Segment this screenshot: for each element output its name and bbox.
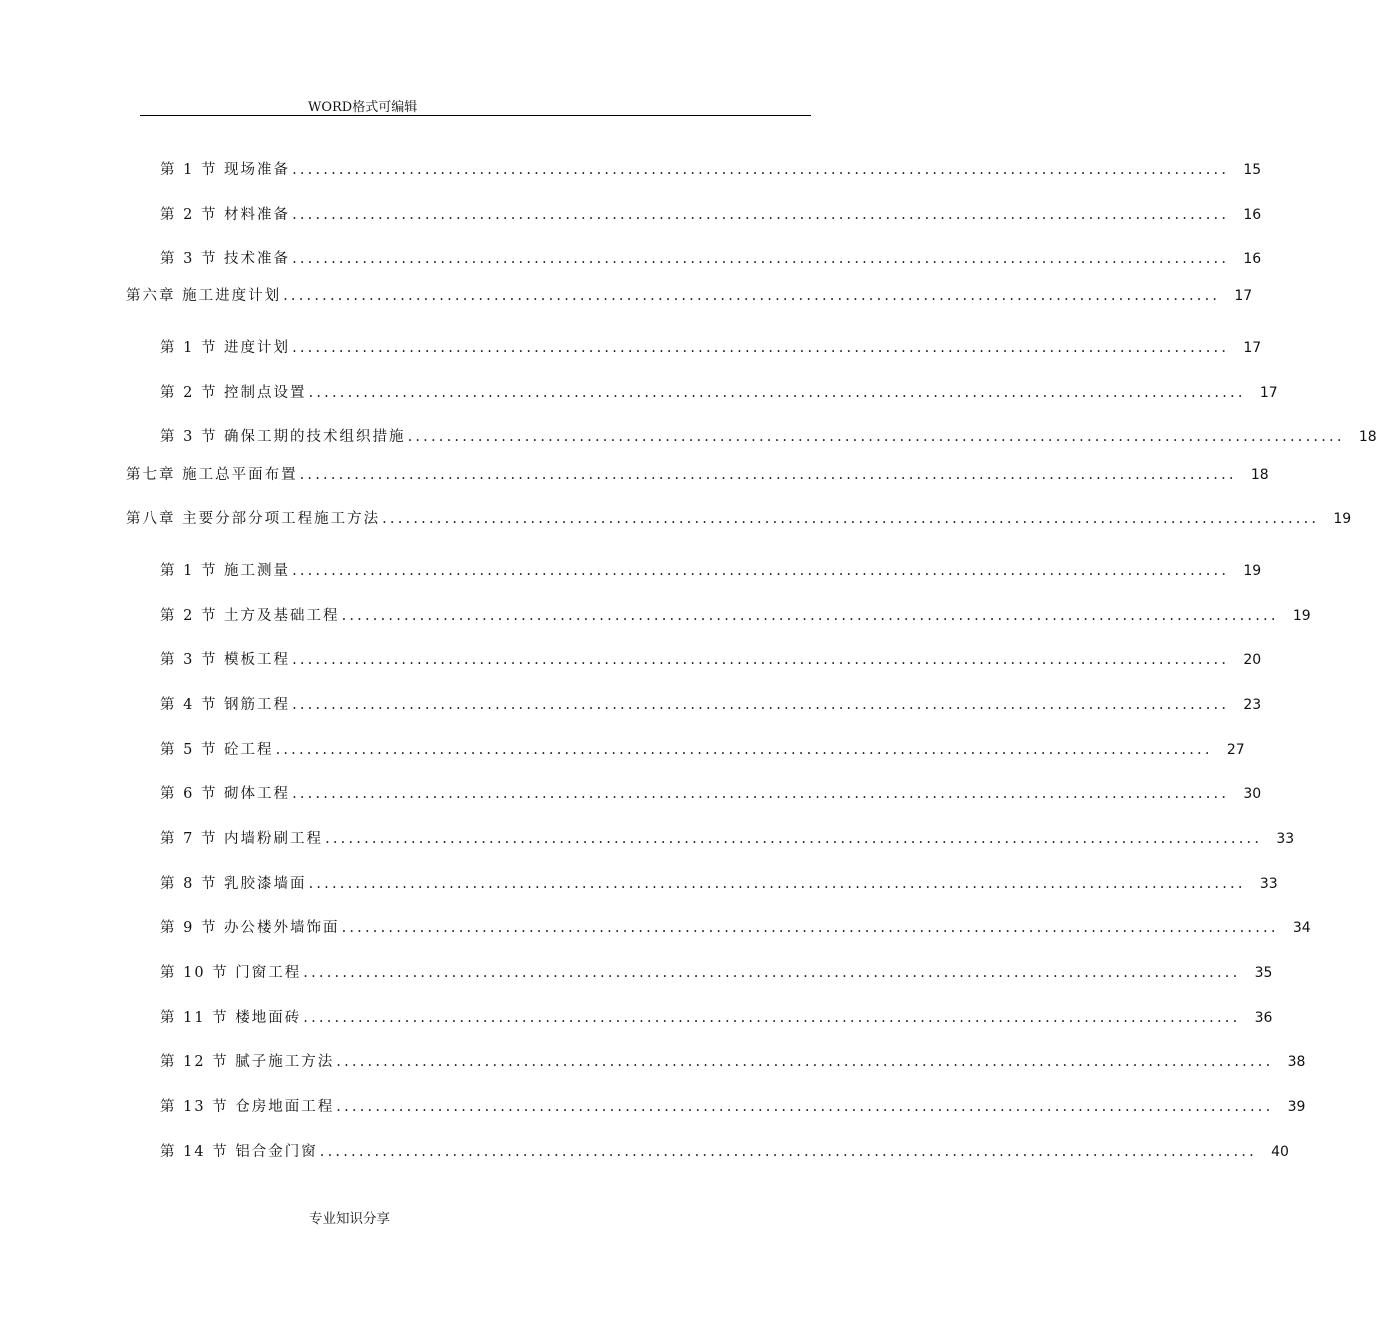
toc-entry-label: 第六章 施工进度计划	[126, 288, 282, 304]
toc-page-number: 17	[1243, 340, 1262, 356]
toc-page-number: 20	[1243, 652, 1262, 668]
toc-dot-leader: ........................................................................................................................	[336, 1054, 1274, 1070]
toc-entry[interactable]	[160, 873, 1278, 895]
toc-entry[interactable]	[160, 382, 1278, 404]
toc-entry[interactable]	[160, 337, 1262, 359]
toc-dot-leader: ........................................................................................................................	[308, 385, 1246, 401]
toc-entry[interactable]	[160, 1096, 1306, 1118]
toc-entry[interactable]	[160, 1141, 1289, 1163]
toc-page-number: 23	[1243, 697, 1262, 713]
toc-page-number: 19	[1333, 511, 1352, 527]
toc-page-number: 40	[1271, 1144, 1289, 1160]
toc-entry-label: 第 3 节 模板工程	[160, 652, 291, 668]
toc-entry-label: 第 5 节 砼工程	[160, 742, 274, 758]
toc-entry-label: 第 2 节 材料准备	[160, 207, 291, 223]
toc-entry-label: 第 3 节 确保工期的技术组织措施	[160, 429, 406, 445]
toc-entry[interactable]	[160, 828, 1295, 850]
toc-dot-leader: ........................................................................................................................	[292, 251, 1230, 267]
toc-dot-leader: ........................................................................................................................	[336, 1099, 1274, 1115]
toc-page-number: 18	[1250, 467, 1269, 483]
toc-entry[interactable]	[160, 694, 1262, 716]
toc-entry-label: 第七章 施工总平面布置	[126, 467, 298, 483]
toc-dot-leader: ........................................................................................................................	[292, 207, 1230, 223]
toc-entry-label: 第 1 节 现场准备	[160, 162, 291, 178]
toc-dot-leader: ........................................................................................................................	[292, 162, 1230, 178]
toc-dot-leader: ........................................................................................................................	[341, 920, 1279, 936]
toc-dot-leader: ........................................................................................................................	[283, 288, 1221, 304]
toc-entry-label: 第 2 节 控制点设置	[160, 385, 307, 401]
page-footer: 专业知识分享	[309, 1211, 390, 1227]
toc-entry[interactable]	[160, 739, 1245, 761]
toc-page-number: 17	[1259, 385, 1278, 401]
toc-dot-leader: ........................................................................................................................	[292, 697, 1230, 713]
toc-page-number: 33	[1259, 876, 1278, 892]
toc-dot-leader: ........................................................................................................................	[292, 786, 1230, 802]
toc-entry[interactable]	[160, 248, 1262, 270]
toc-entry[interactable]	[160, 605, 1311, 627]
header-title: WORD格式可编辑	[308, 100, 418, 115]
toc-entry-label: 第 3 节 技术准备	[160, 251, 291, 267]
toc-entry-label: 第 4 节 钢筋工程	[160, 697, 291, 713]
toc-entry[interactable]	[126, 285, 1253, 307]
toc-dot-leader: ........................................................................................................................	[341, 608, 1279, 624]
toc-page-number: 36	[1254, 1010, 1273, 1026]
toc-page-number: 17	[1234, 288, 1253, 304]
toc-entry-label: 第 2 节 土方及基础工程	[160, 608, 340, 624]
toc-entry[interactable]	[160, 204, 1262, 226]
toc-dot-leader: ........................................................................................................................	[319, 1144, 1257, 1160]
toc-entry-label: 第 1 节 施工测量	[160, 563, 291, 579]
toc-dot-leader: ........................................................................................................................	[303, 1010, 1241, 1026]
toc-page-number: 18	[1358, 429, 1377, 445]
toc-page-number: 19	[1243, 563, 1262, 579]
toc-dot-leader: ........................................................................................................................	[325, 831, 1263, 847]
toc-page-number: 27	[1226, 742, 1245, 758]
toc-page-number: 19	[1292, 608, 1311, 624]
toc-dot-leader: ........................................................................................................................	[299, 467, 1237, 483]
toc-dot-leader: ........................................................................................................................	[308, 876, 1246, 892]
toc-entry[interactable]	[160, 1051, 1306, 1073]
toc-page-number: 15	[1243, 162, 1262, 178]
toc-entry[interactable]	[126, 508, 1352, 530]
toc-entry[interactable]	[160, 1007, 1273, 1029]
toc-page-number: 33	[1276, 831, 1295, 847]
toc-page-number: 35	[1254, 965, 1273, 981]
toc-page-number: 30	[1243, 786, 1262, 802]
toc-dot-leader: ........................................................................................................................	[407, 429, 1345, 445]
toc-entry-label: 第 12 节 腻子施工方法	[160, 1054, 335, 1070]
toc-dot-leader: ........................................................................................................................	[275, 742, 1213, 758]
toc-entry-label: 第 11 节 楼地面砖	[160, 1010, 302, 1026]
toc-page-number: 39	[1287, 1099, 1306, 1115]
toc-entry-label: 第 6 节 砌体工程	[160, 786, 291, 802]
toc-dot-leader: ........................................................................................................................	[292, 563, 1230, 579]
toc-entry[interactable]	[160, 159, 1262, 181]
toc-entry-label: 第 13 节 仓房地面工程	[160, 1099, 335, 1115]
toc-page-number: 16	[1243, 251, 1262, 267]
toc-entry-label: 第 9 节 办公楼外墙饰面	[160, 920, 340, 936]
toc-entry[interactable]	[160, 917, 1311, 939]
toc-entry-label: 第 8 节 乳胶漆墙面	[160, 876, 307, 892]
toc-entry[interactable]	[160, 962, 1273, 984]
toc-entry[interactable]	[126, 464, 1269, 486]
toc-entry-label: 第八章 主要分部分项工程施工方法	[126, 511, 381, 527]
toc-dot-leader: ........................................................................................................................	[303, 965, 1241, 981]
toc-entry[interactable]	[160, 783, 1262, 805]
toc-entry-label: 第 14 节 铝合金门窗	[160, 1144, 318, 1160]
toc-dot-leader: ........................................................................................................................	[292, 652, 1230, 668]
toc-entry-label: 第 1 节 进度计划	[160, 340, 291, 356]
toc-entry[interactable]	[160, 649, 1262, 671]
toc-entry-label: 第 10 节 门窗工程	[160, 965, 302, 981]
toc-entry[interactable]	[160, 426, 1377, 448]
toc-page-number: 38	[1287, 1054, 1306, 1070]
toc-dot-leader: ........................................................................................................................	[382, 511, 1320, 527]
toc-page-number: 34	[1292, 920, 1311, 936]
toc-entry-label: 第 7 节 内墙粉刷工程	[160, 831, 324, 847]
toc-dot-leader: ........................................................................................................................	[292, 340, 1230, 356]
toc-entry[interactable]	[160, 560, 1262, 582]
toc-page-number: 16	[1243, 207, 1262, 223]
